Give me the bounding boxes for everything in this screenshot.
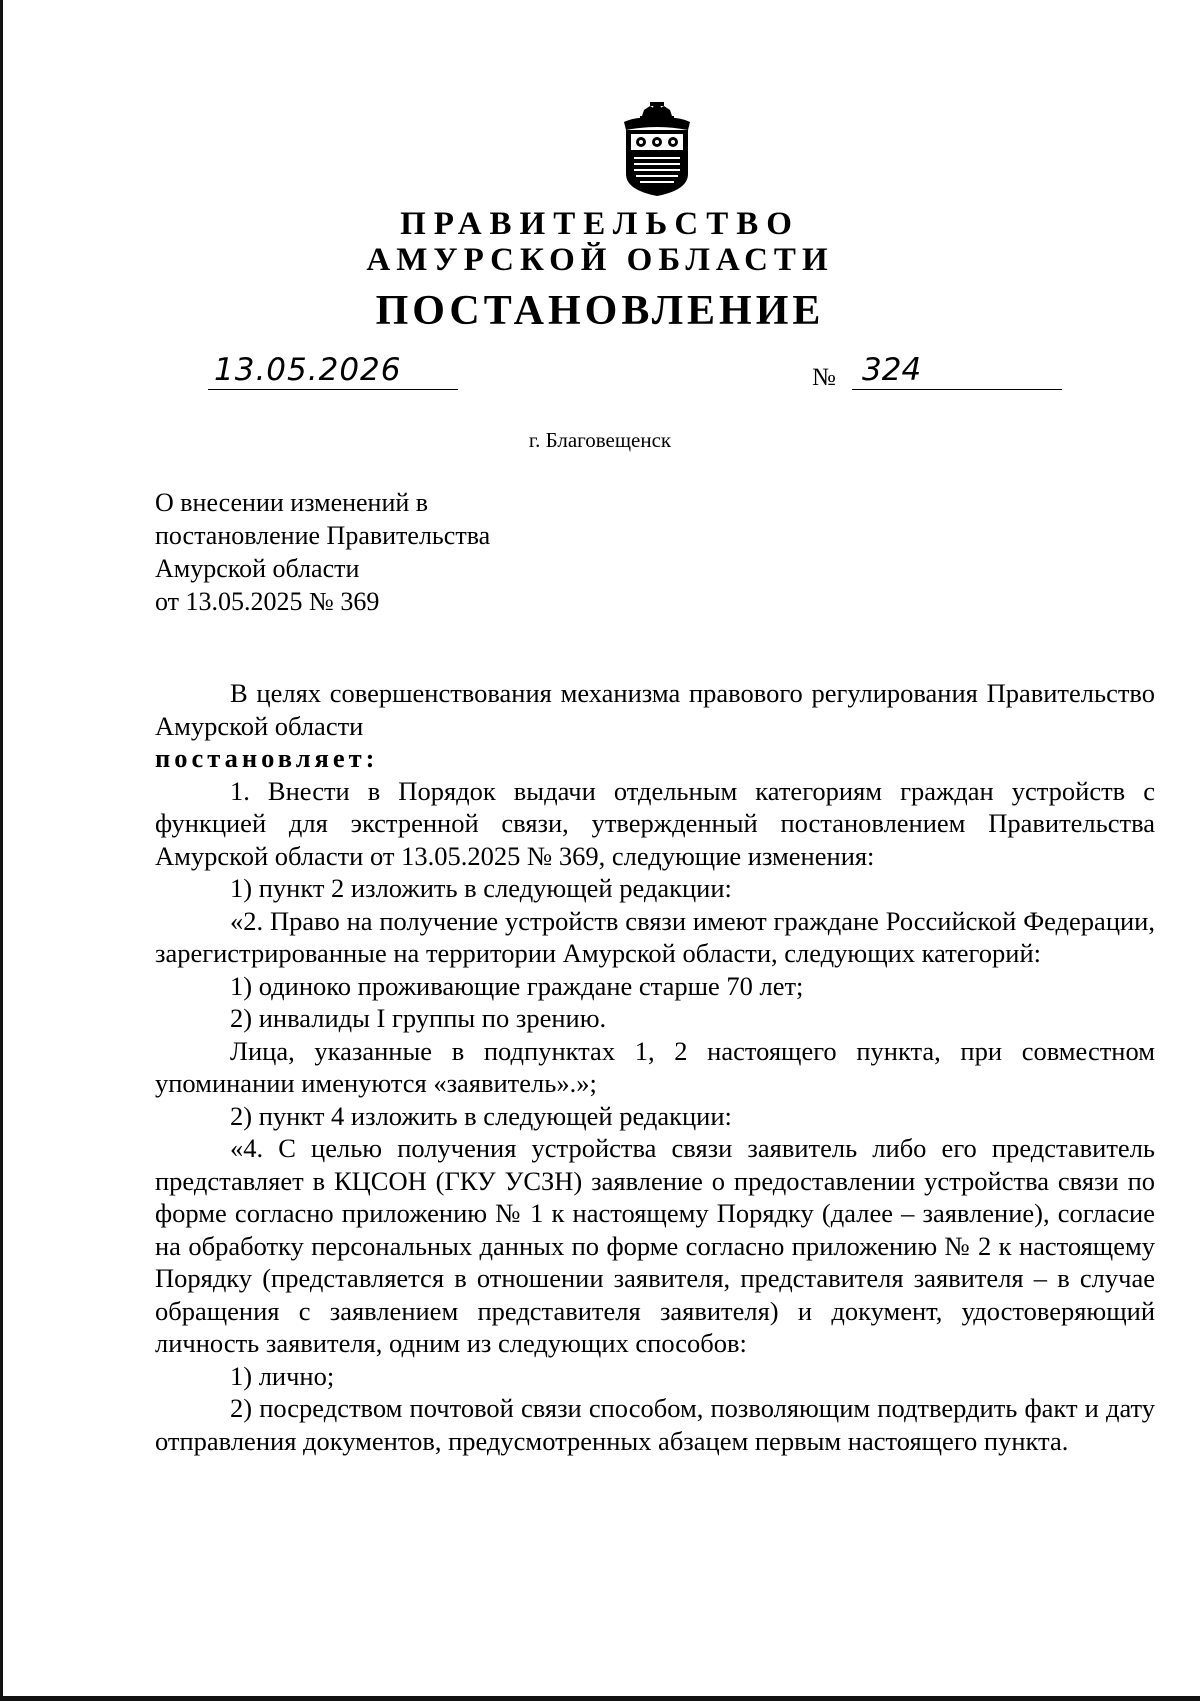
document-subject — [155, 486, 575, 618]
city-name: г. Благовещенск — [528, 428, 672, 452]
category-1-paragraph: 1) одиноко проживающие граждане старше 70 лет; — [230, 970, 804, 1001]
region-title: АМУРСКОЙ ОБЛАСТИ — [366, 242, 834, 278]
way-1-paragraph: 1) лично; — [230, 1360, 335, 1391]
document-body — [155, 677, 1155, 1457]
subject-line: постановление Правительства — [155, 521, 491, 550]
category-2-paragraph: 2) инвалиды I группы по зрению. — [230, 1003, 607, 1033]
subject-line: Амурской области — [155, 554, 360, 583]
number-underline — [852, 389, 1062, 390]
handwritten-date: 13.05.2026 — [214, 352, 402, 388]
coat-of-arms-emblem — [614, 100, 700, 200]
subject-line: О внесении изменений в — [155, 488, 429, 517]
quote-point-4-paragraph: «4. С целью получения устройства связи заявитель либо его представитель представляет в КЦСОН (ГКУ УСЗН) заявление о предоставлении устройства связи по форме согласно приложению № 1 к настоящему Порядку (далее – заявление), согласие на обработку персональных данных по форме согласно приложению № 2 к настоящему Порядку (представляется в отношении заявителя, представителя заявителя – в случае обращения с заявлением представителя заявителя) и документ, удостоверяющий личность заявителя, одним из следующих способов: — [155, 1133, 1155, 1358]
handwritten-number: 324 — [862, 352, 922, 388]
scan-edge-bottom — [0, 1696, 1200, 1701]
subitem-1-paragraph: 1) пункт 2 изложить в следующей редакции: — [230, 873, 732, 903]
decree-word: постановляет: — [155, 743, 379, 773]
quote-point-2-paragraph: «2. Право на получение устройств связи имеют граждане Российской Федерации, зарегистрированные на территории Амурской области, следующих категорий: — [155, 905, 1155, 968]
date-underline — [208, 389, 458, 390]
item-1-paragraph: 1. Внести в Порядок выдачи отдельным категориям граждан устройств с функцией для экстренной связи, утвержденный постановлением Правительства Амурской области от 13.05.2025 № 369, следующие изменения: — [155, 775, 1155, 871]
persons-paragraph: Лица, указанные в подпунктах 1, 2 настоящего пункта, при совместном упоминании именуются «заявитель».»; — [155, 1035, 1155, 1098]
subitem-2-paragraph: 2) пункт 4 изложить в следующей редакции: — [230, 1100, 732, 1131]
government-title: ПРАВИТЕЛЬСТВО — [400, 206, 800, 242]
number-sign: № — [812, 364, 836, 391]
subject-line: от 13.05.2025 № 369 — [155, 587, 380, 616]
way-2-paragraph: 2) посредством почтовой связи способом, позволяющим подтвердить факт и дату отправления документов, предусмотренных абзацем первым настоящего пункта. — [155, 1393, 1155, 1456]
preamble-paragraph: В целях совершенствования механизма правового регулирования Правительство Амурской области — [155, 678, 1155, 741]
act-type-title: ПОСТАНОВЛЕНИЕ — [375, 288, 825, 334]
